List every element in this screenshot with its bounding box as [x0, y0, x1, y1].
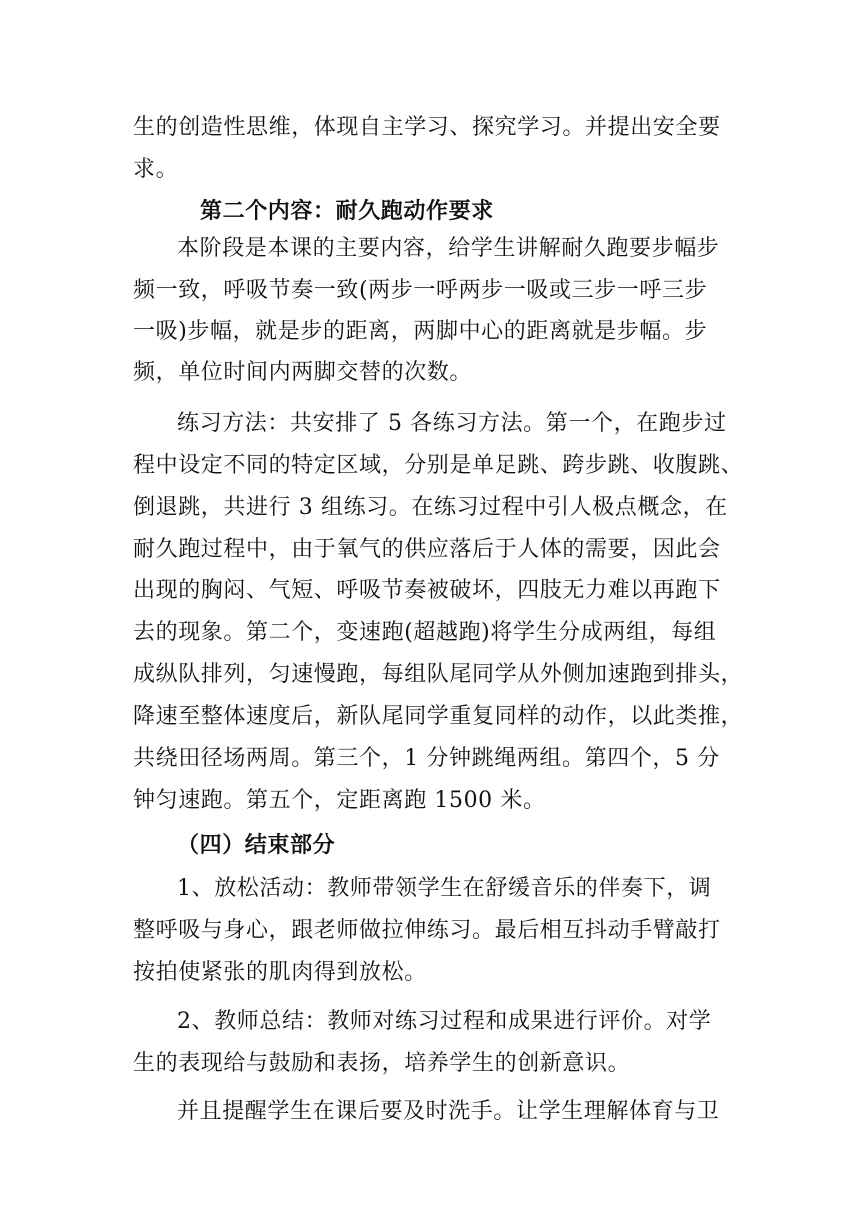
section-heading: 第二个内容：耐久跑动作要求 [200, 198, 494, 224]
paragraph-line: 按拍使紧张的肌肉得到放松。 [133, 960, 427, 985]
paragraph-line: 出现的胸闷、气短、呼吸节奏被破坏，四肢无力难以再跑下 [133, 578, 721, 603]
paragraph-line: 求。 [133, 157, 179, 182]
paragraph-line: 去的现象。第二个，变速跑(超越跑)将学生分成两组，每组 [133, 620, 717, 645]
paragraph-line: 整呼吸与身心，跟老师做拉伸练习。最后相互抖动手臂敲打 [133, 918, 721, 943]
paragraph-line: 钟匀速跑。第五个，定距离跑 1500 米。 [133, 788, 546, 813]
paragraph-line: 一吸)步幅，就是步的距离，两脚中心的距离就是步幅。步 [133, 319, 708, 344]
paragraph-line: 程中设定不同的特定区域，分别是单足跳、跨步跳、收腹跳、 [133, 453, 744, 478]
paragraph-line: 1、放松活动：教师带领学生在舒缓音乐的伴奏下，调 [177, 876, 712, 901]
paragraph-line: 生的表现给与鼓励和表扬，培养学生的创新意识。 [133, 1051, 631, 1076]
paragraph-line: 频一致，呼吸节奏一致(两步一呼两步一吸或三步一呼三步 [133, 278, 708, 303]
paragraph-line: 频，单位时间内两脚交替的次数。 [133, 360, 473, 385]
paragraph-line: 共绕田径场两周。第三个，1 分钟跳绳两组。第四个，5 分 [133, 746, 720, 771]
paragraph-line: 练习方法：共安排了 5 各练习方法。第一个，在跑步过 [177, 411, 727, 436]
paragraph-line: 降速至整体速度后，新队尾同学重复同样的动作，以此类推， [133, 704, 744, 729]
paragraph-line: 并且提醒学生在课后要及时洗手。让学生理解体育与卫 [177, 1099, 720, 1124]
paragraph-line: 2、教师总结：教师对练习过程和成果进行评价。对学 [177, 1009, 712, 1034]
paragraph-line: 耐久跑过程中，由于氧气的供应落后于人体的需要，因此会 [133, 537, 721, 562]
paragraph-line: 生的创造性思维，体现自主学习、探究学习。并提出安全要 [133, 115, 721, 140]
paragraph-line: 倒退跳，共进行 3 组练习。在练习过程中引人极点概念，在 [133, 495, 728, 520]
paragraph-line: 成纵队排列，匀速慢跑，每组队尾同学从外侧加速跑到排头， [133, 662, 744, 687]
paragraph-line: 本阶段是本课的主要内容，给学生讲解耐久跑要步幅步 [177, 236, 720, 261]
section-heading: （四）结束部分 [177, 832, 336, 858]
